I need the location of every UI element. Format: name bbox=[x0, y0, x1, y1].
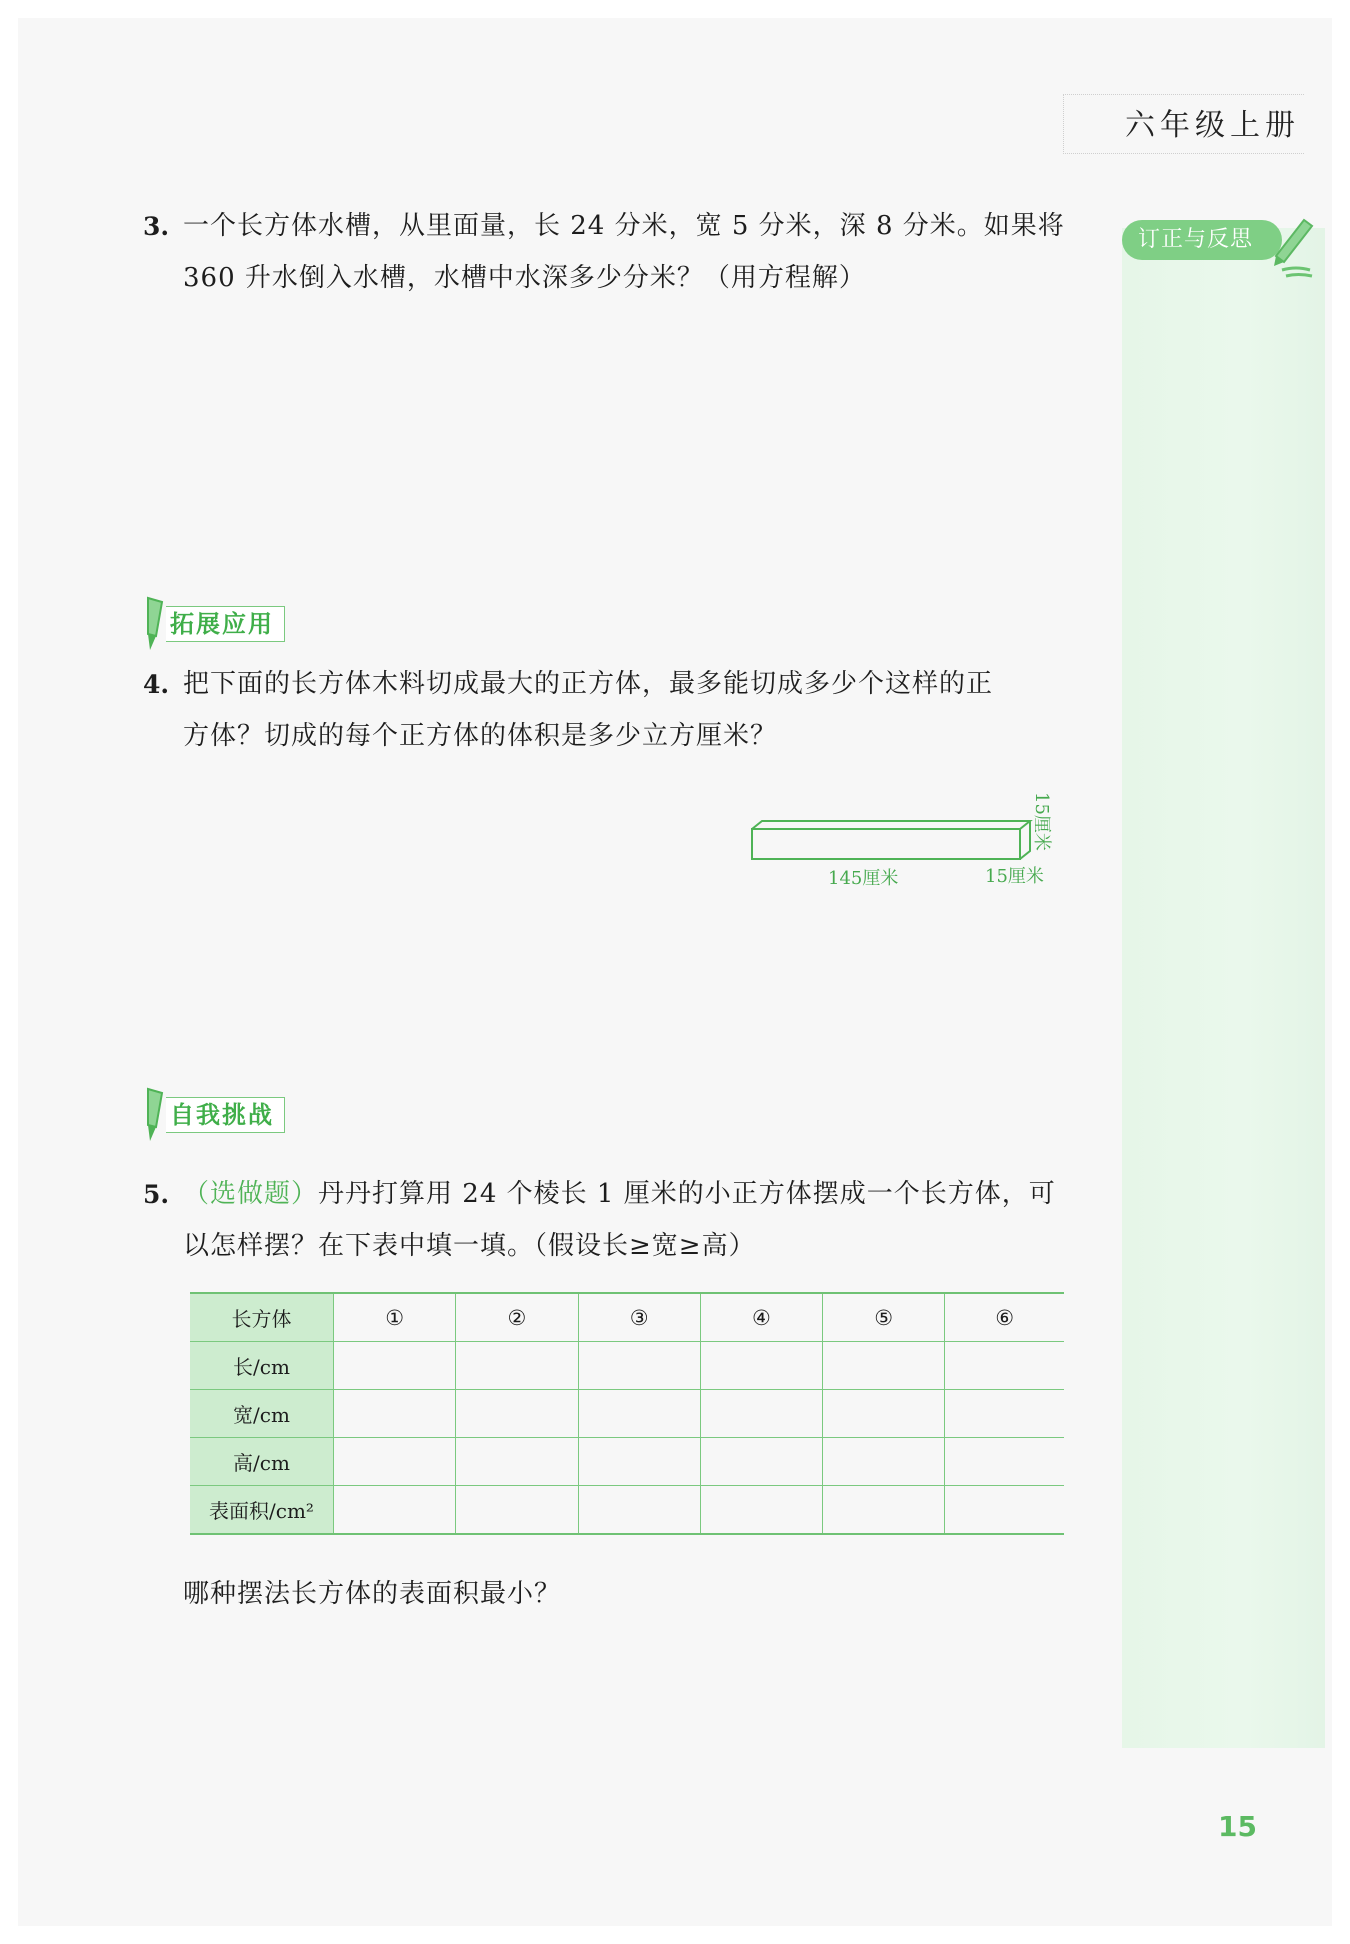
table-row bbox=[190, 1390, 1064, 1438]
page-number: 15 bbox=[1218, 1810, 1257, 1843]
answer-cell[interactable] bbox=[578, 1390, 700, 1438]
answer-cell[interactable] bbox=[823, 1390, 945, 1438]
table-header-cell: ① bbox=[334, 1293, 456, 1342]
question-4-number: 4. bbox=[143, 670, 170, 699]
sidebar-badge bbox=[1122, 212, 1312, 262]
answer-cell[interactable] bbox=[456, 1438, 578, 1486]
page-header-title: 六年级上册 bbox=[1125, 108, 1300, 143]
answer-cell[interactable] bbox=[823, 1438, 945, 1486]
optional-marker: （选做题） bbox=[183, 1179, 319, 1209]
figure-height-label: 15厘米 bbox=[1031, 792, 1052, 851]
answer-cell[interactable] bbox=[456, 1342, 578, 1390]
table-row bbox=[190, 1438, 1064, 1486]
arrangement-table bbox=[190, 1292, 1064, 1535]
row-label: 高/cm bbox=[190, 1438, 334, 1486]
question-5-followup: 哪种摆法长方体的表面积最小？ bbox=[183, 1579, 562, 1609]
answer-cell[interactable] bbox=[334, 1486, 456, 1535]
table-row bbox=[190, 1342, 1064, 1390]
answer-cell[interactable] bbox=[578, 1486, 700, 1535]
pencil-icon bbox=[142, 1087, 168, 1143]
row-label: 长/cm bbox=[190, 1342, 334, 1390]
answer-cell[interactable] bbox=[334, 1438, 456, 1486]
correction-sidebar bbox=[1122, 228, 1325, 1748]
table-header-cell: ⑤ bbox=[823, 1293, 945, 1342]
answer-cell[interactable] bbox=[945, 1438, 1064, 1486]
answer-cell[interactable] bbox=[578, 1438, 700, 1486]
question-4-line-1: 把下面的长方体木料切成最大的正方体，最多能切成多少个这样的正 bbox=[183, 669, 994, 699]
row-label: 宽/cm bbox=[190, 1390, 334, 1438]
answer-cell[interactable] bbox=[578, 1342, 700, 1390]
question-4-line-2: 方体？切成的每个正方体的体积是多少立方厘米？ bbox=[183, 721, 778, 751]
answer-cell[interactable] bbox=[456, 1486, 578, 1535]
answer-cell[interactable] bbox=[945, 1342, 1064, 1390]
sidebar-badge-label: 订正与反思 bbox=[1122, 220, 1282, 260]
answer-cell[interactable] bbox=[700, 1438, 822, 1486]
table-header-cell: ④ bbox=[700, 1293, 822, 1342]
table-header-cell: ⑥ bbox=[945, 1293, 1064, 1342]
answer-cell[interactable] bbox=[700, 1390, 822, 1438]
figure-length-label: 145厘米 bbox=[828, 868, 899, 889]
cuboid-diagram bbox=[748, 815, 1038, 865]
table-header-row bbox=[190, 1293, 1064, 1342]
question-5-number: 5. bbox=[143, 1180, 170, 1209]
answer-cell[interactable] bbox=[700, 1486, 822, 1535]
table-header-cell: 长方体 bbox=[190, 1293, 334, 1342]
pen-icon bbox=[1262, 212, 1322, 282]
section-label-challenge: 自我挑战 bbox=[166, 1097, 285, 1133]
answer-cell[interactable] bbox=[945, 1486, 1064, 1535]
question-5-line-2: 以怎样摆？在下表中填一填。（假设长≥宽≥高） bbox=[183, 1231, 756, 1261]
question-3-line-1: 一个长方体水槽，从里面量，长 24 分米，宽 5 分米，深 8 分米。如果将 bbox=[183, 211, 1065, 241]
question-5-line-1-text: 丹丹打算用 24 个棱长 1 厘米的小正方体摆成一个长方体，可 bbox=[318, 1179, 1056, 1209]
pencil-icon bbox=[142, 596, 168, 652]
answer-cell[interactable] bbox=[334, 1390, 456, 1438]
answer-cell[interactable] bbox=[456, 1390, 578, 1438]
question-3-line-2: 360 升水倒入水槽，水槽中水深多少分米？（用方程解） bbox=[183, 263, 866, 293]
table-header-cell: ③ bbox=[578, 1293, 700, 1342]
answer-cell[interactable] bbox=[823, 1342, 945, 1390]
question-3-number: 3. bbox=[143, 212, 170, 241]
question-5-line-1 bbox=[183, 1168, 1056, 1220]
section-label-extension: 拓展应用 bbox=[166, 606, 285, 642]
row-label: 表面积/cm² bbox=[190, 1486, 334, 1535]
figure-width-label: 15厘米 bbox=[985, 866, 1044, 887]
answer-cell[interactable] bbox=[823, 1486, 945, 1535]
table-row bbox=[190, 1486, 1064, 1535]
table-header-cell: ② bbox=[456, 1293, 578, 1342]
answer-cell[interactable] bbox=[334, 1342, 456, 1390]
answer-cell[interactable] bbox=[945, 1390, 1064, 1438]
answer-cell[interactable] bbox=[700, 1342, 822, 1390]
